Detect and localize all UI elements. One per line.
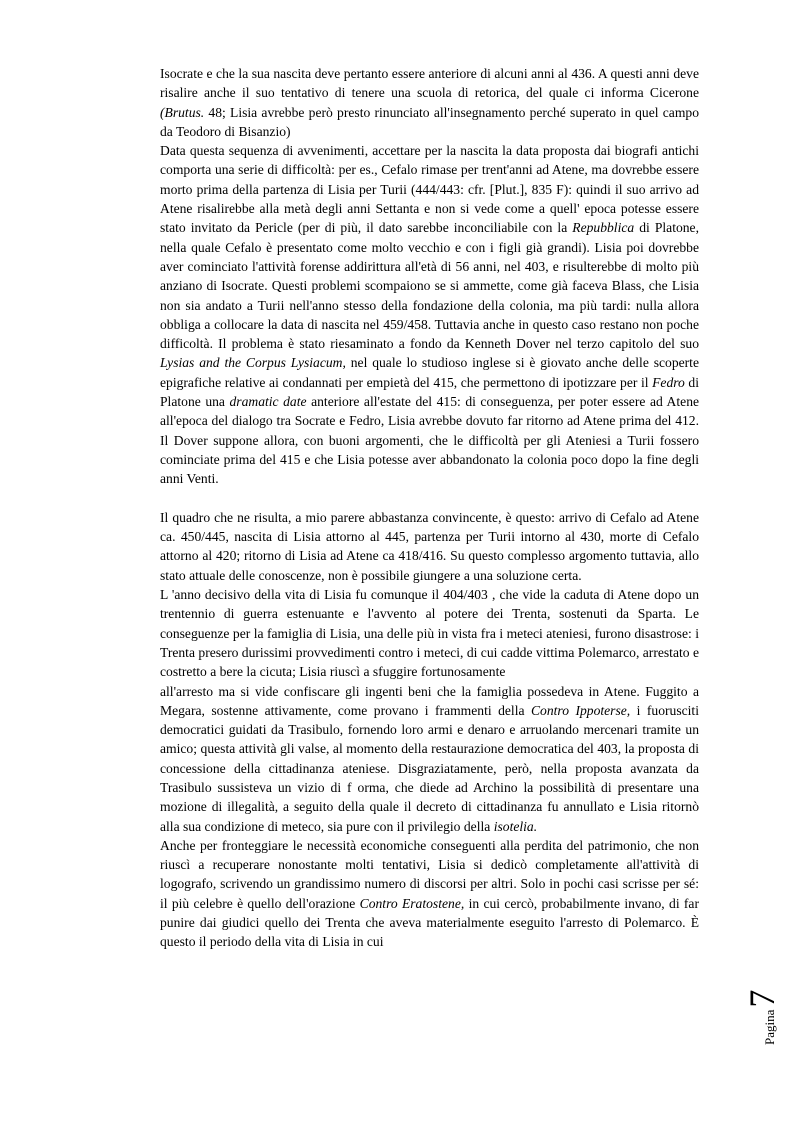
paragraph xyxy=(160,508,699,585)
page-label-word: Pagina xyxy=(762,1009,777,1045)
text-run: 48; Lisia avrebbe però presto rinunciato all'insegnamento perché superato in quel campo da Teodoro di Bisanzio) xyxy=(160,104,699,139)
text-run: anteriore all'estate del 415: di conseguenza, per poter essere ad Atene all'epoca del dialogo tra Socrate e Fedro, Lisia avrebbe dovuto far ritorno ad Atene prima del 412. Il Dover suppone allora, con buoni argomenti, che le difficoltà per gli Ateniesi a Turii fossero cominciate prima del 415 e che Lisia potesse aver abbandonato la colonia poco dopo la fine degli anni Venti. xyxy=(160,394,700,487)
italic-text: Fedro xyxy=(652,374,685,390)
paragraph xyxy=(160,585,699,681)
paragraph xyxy=(160,682,699,836)
italic-text: isotelia. xyxy=(493,818,538,834)
page-number-label xyxy=(744,990,780,1045)
paragraph xyxy=(160,141,699,488)
text-run: Data questa sequenza di avvenimenti, accettare per la nascita la data proposta dai biografi antichi comporta una serie di difficoltà: per es., Cefalo rimase per trent'anni ad Atene, ma dovrebbe essere morto prima della partenza di Lisia per Turii (444/443: cfr. [Plut.], 835 F): quindi il suo arrivo ad Atene risalirebbe alla metà degli anni Settanta e non si vede come a quell' epoca potesse essere stato invitato da Pericle (per di più, il dato sarebbe inconciliabile con la xyxy=(160,143,699,236)
text-run: in cui cercò, probabilmente invano, di far punire dai giudici quello dei Trenta che aveva materialmente eseguito l'arresto di Polemarco. È questo il periodo della vita di Lisia in cui xyxy=(160,895,699,950)
paragraph xyxy=(160,836,699,952)
paragraph xyxy=(160,64,699,141)
text-run: di Platone, nella quale Cefalo è presentato come molto vecchio e con i figli già grandi). Lisia poi dovrebbe aver cominciato l'attività forense addirittura all'età di 56 anni, nel 403, e risulterebbe di molto più anziano di Isocrate. Questi problemi scompaiono se si ammette, come già faceva Blass, che Lisia non sia andato a Turii nell'anno stesso della fondazione della colonia, ma più tardi: nulla allora obbliga a collocare la data di nascita nel 459/458. Tuttavia anche in questo caso restano non poche difficoltà. Il problema è stato riesaminato a fondo da Kenneth Dover nel terzo capitolo del suo xyxy=(160,220,699,352)
text-run: L 'anno decisivo della vita di Lisia fu comunque il 404/403 , che vide la caduta di Atene dopo un trentennio di guerra estenuante e l'avvento al potere dei Trenta, sostenuti da Sparta. Le conseguenze per la famiglia di Lisia, una delle più in vista fra i meteci ateniesi, furono disastrose: i Trenta presero durissimi provvedimenti contro i meteci, di cui cadde vittima Polemarco, arrestato e costretto a bere la cicuta; Lisia riuscì a sfuggire fortunosamente xyxy=(160,587,699,680)
italic-text: Contro Ippoterse, xyxy=(530,702,631,718)
italic-text: Lysias and the Corpus Lysiacum, xyxy=(160,355,346,371)
text-run: nel quale lo studioso inglese si è giovato anche delle scoperte epigrafiche relative ai condannati per empietà del 415, che permettono di ipotizzare per il xyxy=(160,355,699,390)
text-run: Isocrate e che la sua nascita deve pertanto essere anteriore di alcuni anni al 436. A questi anni deve risalire anche il suo tentativo di tenere una scuola di retorica, del quale ci informa Cicerone xyxy=(160,66,699,101)
text-run: di Platone una xyxy=(160,374,699,410)
text-run: Il quadro che ne risulta, a mio parere abbastanza convincente, è questo: arrivo di Cefalo ad Atene ca. 450/445, nascita di Lisia attorno al 445, partenza per Turii intorno al 430, morte di Cefalo attorno al 420; ritorno di Lisia ad Atene ca 418/416. Su questo complesso argomento tuttavia, allo stato attuale delle conoscenze, non è possibile giungere a una soluzione certa. xyxy=(160,509,699,583)
text-run: Anche per fronteggiare le necessità economiche conseguenti alla perdita del patrimonio, che non riuscì a recuperare nonostante molti tentativi, Lisia si dedicò completamente all'attività di logografo, scrivendo un grandissimo numero di discorsi per altri. Solo in pochi casi scrisse per sé: il più celebre è quello dell'orazione xyxy=(160,837,699,911)
text-run: i fuorusciti democratici guidati da Trasibulo, fornendo loro armi e denaro e arruolando mercenari tramite un amico; questa attività gli valse, al momento della restaurazione democratica del 403, la proposta di concessione della cittadinanza ateniese. Disgraziatamente, però, nella proposta avanzata da Trasibulo sussisteva un vizio di f orma, che diede ad Archino la possibilità di presentare una mozione di illegalità, a seguito della quale il decreto di cittadinanza fu annullato e Lisia ritornò alla sua condizione di meteco, sia pure con il privilegio della xyxy=(160,702,699,834)
document-body xyxy=(160,64,699,952)
text-run: all'arresto ma si vide confiscare gli ingenti beni che la famiglia possedeva in Atene. Fuggito a Megara, sostenne attivamente, come provano i frammenti della xyxy=(160,683,699,718)
italic-text: dramatic date xyxy=(229,394,307,410)
italic-text: Repubblica xyxy=(572,220,635,236)
paragraph-gap xyxy=(160,489,699,508)
page-number: 7 xyxy=(742,989,782,1008)
italic-text: Contro Eratostene, xyxy=(359,895,465,911)
italic-text: (Brutus. xyxy=(160,104,205,120)
